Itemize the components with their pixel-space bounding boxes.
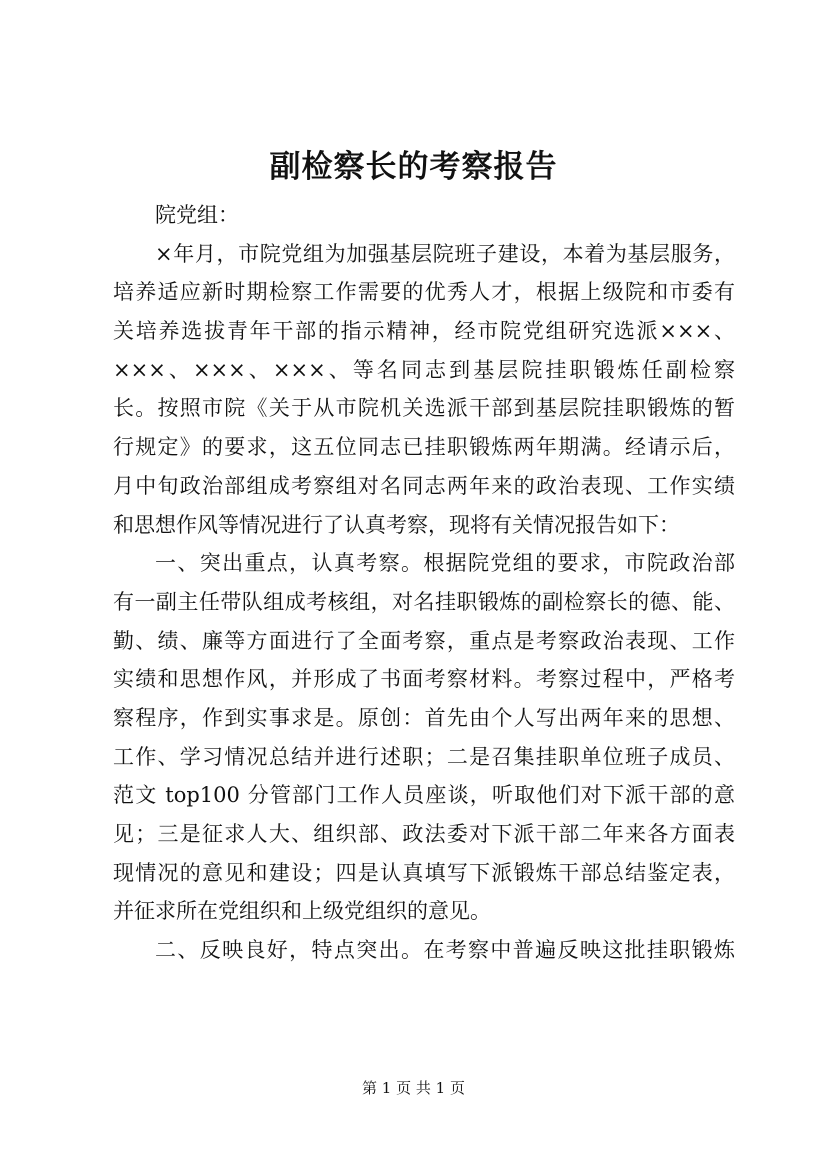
paragraph-line: 勤、绩、廉等方面进行了全面考察，重点是考察政治表现、工作: [113, 628, 735, 653]
paragraph-line: 月中旬政治部组成考察组对名同志两年来的政治表现、工作实绩: [113, 473, 735, 498]
document-body: [113, 196, 735, 970]
paragraph-line: 二、反映良好，特点突出。在考察中普遍反映这批挂职锻炼: [155, 938, 735, 963]
paragraph-line: 范文 top100 分管部门工作人员座谈，听取他们对下派干部的意: [113, 783, 735, 808]
paragraph-line: 行规定》的要求，这五位同志已挂职锻炼两年期满。经请示后，: [113, 435, 735, 460]
paragraph-line: 实绩和思想作风，并形成了书面考察材料。考察过程中，严格考: [113, 667, 735, 692]
paragraph-line: 一、突出重点，认真考察。根据院党组的要求，市院政治部: [155, 551, 735, 576]
document-title: 副检察长的考察报告: [269, 149, 558, 185]
paragraph-line: 有一副主任带队组成考核组，对名挂职锻炼的副检察长的德、能、: [113, 589, 735, 614]
page-footer: 第 1 页 共 1 页: [362, 1079, 465, 1097]
paragraph-line: ×年月，市院党组为加强基层院班子建设，本着为基层服务，: [155, 241, 735, 266]
paragraph-line: 工作、学习情况总结并进行述职；二是召集挂职单位班子成员、: [113, 744, 735, 769]
paragraph-line: 察程序，作到实事求是。原创：首先由个人写出两年来的思想、: [113, 705, 735, 730]
paragraph-line: 培养适应新时期检察工作需要的优秀人才，根据上级院和市委有: [113, 280, 735, 305]
paragraph-line: 长。按照市院《关于从市院机关选派干部到基层院挂职锻炼的暂: [113, 396, 735, 421]
salutation-line: 院党组：: [155, 203, 239, 227]
paragraph-line: 和思想作风等情况进行了认真考察，现将有关情况报告如下：: [113, 512, 680, 537]
paragraph-line: ×××、×××、×××、等名同志到基层院挂职锻炼任副检察: [113, 357, 735, 382]
paragraph-line: 现情况的意见和建设；四是认真填写下派锻炼干部总结鉴定表，: [113, 860, 735, 885]
paragraph-line: 并征求所在党组织和上级党组织的意见。: [113, 899, 491, 924]
paragraph-line: 见；三是征求人大、组织部、政法委对下派干部二年来各方面表: [113, 822, 735, 846]
paragraph-line: 关培养选拔青年干部的指示精神，经市院党组研究选派×××、: [113, 319, 735, 344]
